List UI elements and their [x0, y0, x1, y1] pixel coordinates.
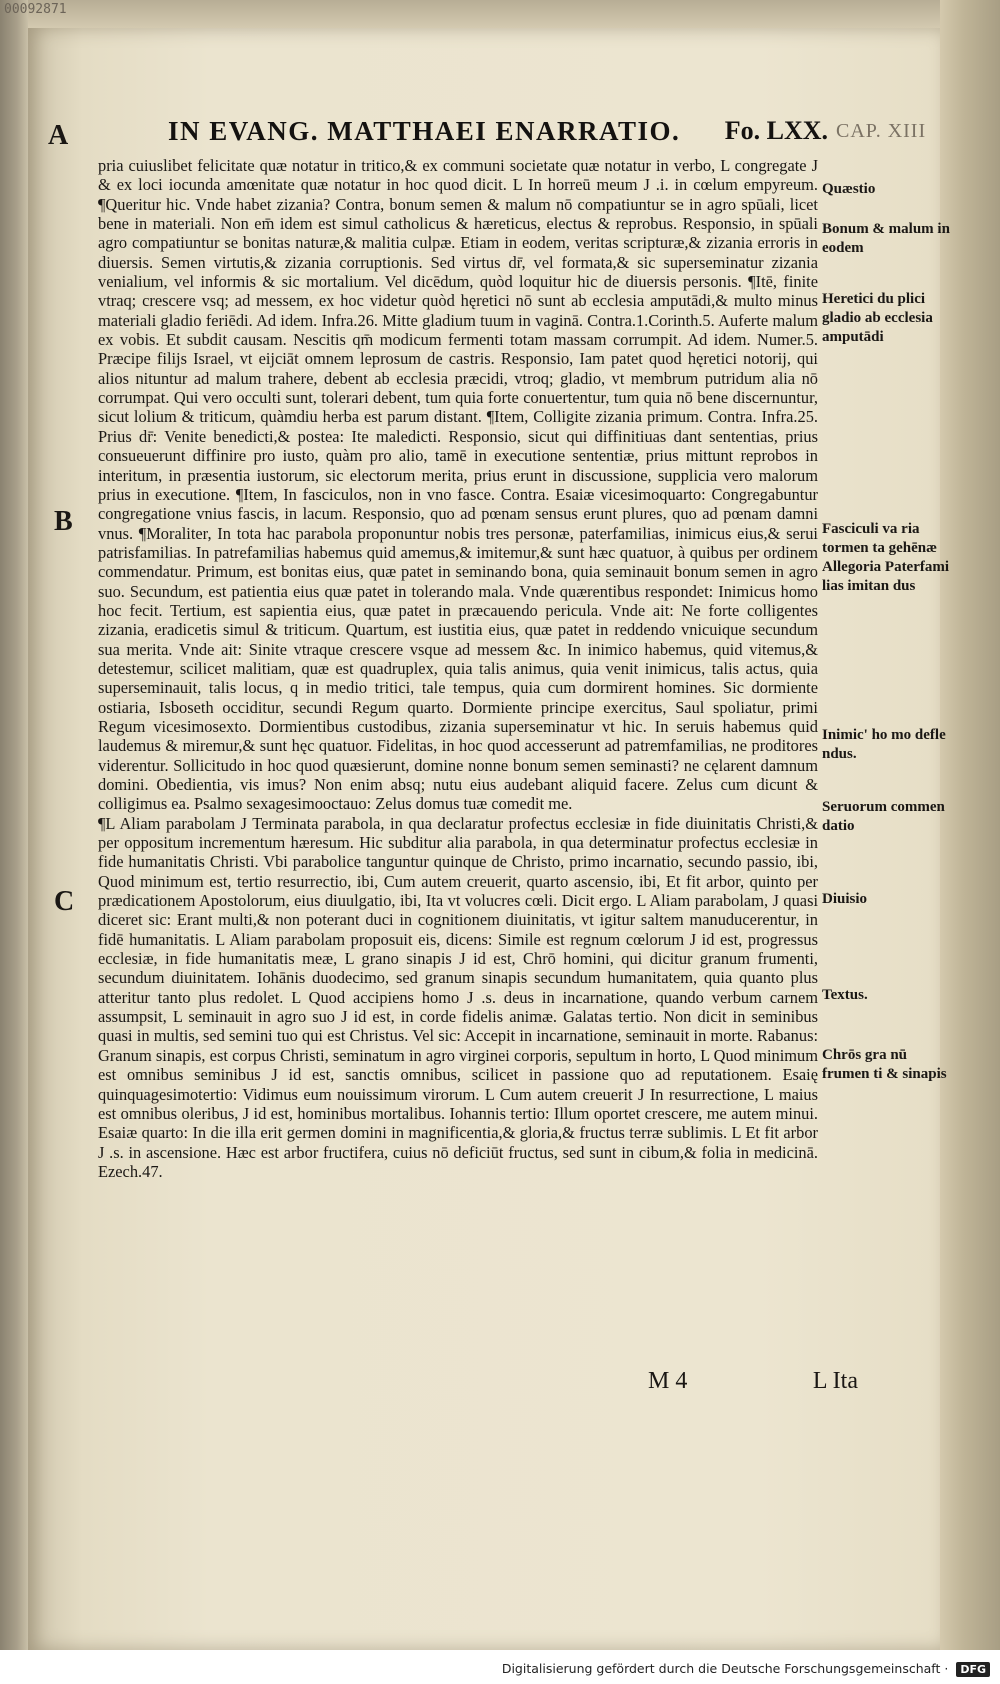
main-text: [98, 156, 818, 1181]
section-letter-b: B: [54, 506, 73, 537]
signature-mark: M 4: [648, 1368, 688, 1394]
section-letter-c: C: [54, 886, 75, 917]
adjacent-page-edge-text: CAP. XIII: [836, 120, 927, 142]
scan-id-label: 00092871: [4, 2, 67, 17]
paragraph: pria cuiuslibet felicitate quæ notatur in tritico,& ex communi societate quæ notatur in verbo, L congregate J & ex loci iocunda amœnitate quæ notatur in hoc quod dicit. L In horreū meum J .i. in cœlum empyreum. ¶Queritur hic. Vnde habet zizania? Contra, bonum semen & malum nō compatiuntur se in agro spūali, licet bene in materiali. Non em̄ idem est simul catholicus & hæreticus, electus & reprobus. Responsio, in spūali agro compatiuntur se bonitas naturæ,& malitia culpæ. Etiam in eodem, veritas scripturæ,& zizania erroris in diuersis. Semen virtutis,& zizania corruptionis. Sed virtus dr̄, vel formata,& sic superseminatur zizania venialium, vel informis & sic mortalium. Vel dicēdum, quòd loquitur hic de diuersis personis. ¶Itē, finite vtraq; crescere vsq; ad messem, ex hoc videtur quòd hęretici nō sunt ab ecclesia amputādi,& multo minus materiali gladio feriēdi. Ad idem. Infra.26. Mitte gladium tuum in vaginā. Contra.1.Corinth.5. Auferte malum ex vobis. Et subdit causam. Nescitis qm̄ modicum fermenti totam massam corrumpit. Ad idem. Numer.5. Præcipe filijs Israel, vt eijciāt omnem leprosum de castris. Responsio, Iam patet quod hęretici notorij, qui alios nituntur ad malum trahere, debent ab ecclesia præcidi, vtroq; gladio, vt membrum putridum alia nō corrumpat. Qui vero occulti sunt, tolerari debent, tum quia forte conuertentur, tum quia nō bene discernuntur, sicut lolium & triticum, quàmdiu herba est parum distant. ¶Item, Colligite zizania primum. Contra. Infra.25. Prius dr̄: Venite benedicti,& postea: Ite maledicti. Responsio, sicut qui diffinitiuas dant sententias, prius consueuerunt diffinire pro iusto, quàm pro alio, tamē in executione sententiæ, prius mittunt reprobos in interitum, in præsentia iustorum, sic electorum merita, prius erunt in discussione, supplicia vero malorum prius in executione. ¶Item, In fasciculos, non in vno fasce. Contra. Esaiæ vicesimoquarto: Congregabuntur congregatione vnius fascis, in lacum. Responsio, quo ad pœnam sensus erunt plures, quo ad pœnam damni vnus. ¶Moraliter, In tota hac parabola proponuntur nobis tres personæ, paterfamilias, inimicus eius,& serui patrisfamilias. In patrefamilias habemus quid amemus,& imitemur,& sunt hæc quatuor, à quibus per ordinem commendatur. Primum, est bonitas eius, quæ patet in seminando bona, quia seminauit bonum semen in agro suo. Secundum, est patientia eius quæ patet in tolerando mala. Vnde quærentibus respondet: Inimicus homo hoc fecit. Tertium, est sapientia eius, quæ patet in præcauendo pericula. Vnde ait: Ne forte colligentes zizania, eradicetis simul & triticum. Quartum, est iustitia eius, quæ patet in reddendo vnicuique secundum sua merita. Vnde ait: Sinite vtraque crescere vsque ad messem &c. In inimico habemus, quid vitemus,& detestemur, scilicet malitiam, quæ est quadruplex, quia talis animus, quia venit inimicus, talis actus, quia superseminauit, talis locus, q in medio tritici, tale tempus, quia cum dormirent homines. Sic dormiente ostiaria, Isboseth occiditur, secundi Regum quarto. Dormiente principe exercitus, Saul spoliatur, primi Regum vicesimosexto. Dormientibus custodibus, zizania superseminatur vt hic. In seruis habemus quid laudemus & miremur,& sunt hęc quatuor. Fidelitas, in hoc quod accesserunt ad patremfamilias, ne proditores viderentur. Sollicitudo in hoc quod quæsierunt, domine nonne bonum semen seminasti? ne cęlarent damnum domini. Obedientia, vis imus? Non enim absq; nutu eius audebant aliquid facere. Zelus cum dicunt & colligimus ea. Psalmo sexagesimooctauo: Zelus domus tuæ comedit me.: [98, 156, 818, 814]
section-letter-a: A: [48, 120, 69, 151]
marginal-note: Heretici du plici gladio ab ecclesia amputādi: [822, 291, 933, 345]
marginal-note: Chrōs gra nū frumen ti & sinapis: [822, 1047, 947, 1082]
marginal-note: Bonum & malum in eodem: [822, 221, 950, 256]
marginal-note: Textus.: [822, 987, 868, 1003]
book-spine-edge: [0, 0, 28, 1684]
marginal-note: Inimic' ho mo defle ndus.: [822, 727, 946, 762]
running-title: IN EVANG. MATTHAEI ENARRATIO.: [168, 116, 681, 146]
dfg-logo: DFG: [956, 1662, 990, 1677]
catchword: L Ita: [812, 1368, 858, 1394]
funding-credit: [502, 1661, 990, 1677]
page-header: [168, 116, 828, 156]
paragraph: ¶L Aliam parabolam J Terminata parabola, in qua declaratur profectus ecclesiæ in fide diuinitatis Christi,& per oppositum incrementum hæresum. Hic subditur alia parabola, in qua determinatur profectus ecclesiæ in fide humanitatis Christi. Vbi parabolice tanguntur quinque de Christo, primo incarnatio, secundo passio, ibi, Quod minimum est, tertio resurrectio, ibi, Cum autem creuerit, quarto ascensio, ibi, Et fit arbor, quinto per prædicationem Apostolorum, eius diuulgatio, ibi, Ita vt volucres cœli. Dicit ergo. L Aliam parabolam, J quasi diceret sic: Erant multi,& non poterant duci in cognitionem diuinitatis, vt igitur saltem manuducerentur, in fidē humanitatis. L Aliam parabolam proposuit eis, dicens: Simile est regnum cœlorum J id est, progressus ecclesiæ, in fide humanitatis meæ, L grano sinapis J id est, Chrō homini, qui dicitur granum frumenti, secundum diuinitatem. Iohānis duodecimo, sed granum sinapis secundum humanitatem, quia quanto plus atteritur tanto plus redolet. L Quod accipiens homo J .s. deus in incarnatione, quando verbum carnem assumpsit, L seminauit in agro suo J id est, in corde fidelis animæ. Galatas tertio. Non dicit in seminibus quasi in multis, sed semini tuo qui est Christus. Vel sic: Accepit in incarnatione, seminauit in morte. Rabanus: Granum sinapis, est corpus Christi, seminatum in agro virginei corporis, sepultum in horto, L Quod minimum est omnibus seminibus J id est, sanctis omnibus, scilicet in passione quo ad reputationem. Esaię quinquagesimotertio: Vidimus eum nouissimum virorum. L Cum autem creuerit J In resurrectione, L maius est omnibus oleribus, J id est, hominibus mortalibus. Iohannis tertio: Illum oportet crescere, me autem minui. Esaiæ quarto: In die illa erit germen domini in magnificentia,& gloria,& fructus terræ sublimis. L Et fit arbor J .s. in ascensione. Hæc est arbor fructifera, cuius nō deficiūt fructus, sed sunt in cibum,& folia in medicinā. Ezech.47.: [98, 813, 818, 1181]
folio-number: Fo. LXX.: [724, 116, 828, 145]
marginal-note: Quæstio: [822, 181, 876, 197]
credit-text: Digitalisierung gefördert durch die Deutsche Forschungsgemeinschaft ·: [501, 1661, 949, 1676]
credit-bar: [0, 1650, 1000, 1684]
marginal-note: Seruorum commen datio: [822, 799, 945, 834]
marginal-note: Fasciculi va ria tormen ta gehēnæ Allegoria Paterfami lias imitan dus: [822, 521, 950, 594]
marginal-note: Diuisio: [822, 891, 868, 907]
book-page: [28, 28, 950, 1650]
